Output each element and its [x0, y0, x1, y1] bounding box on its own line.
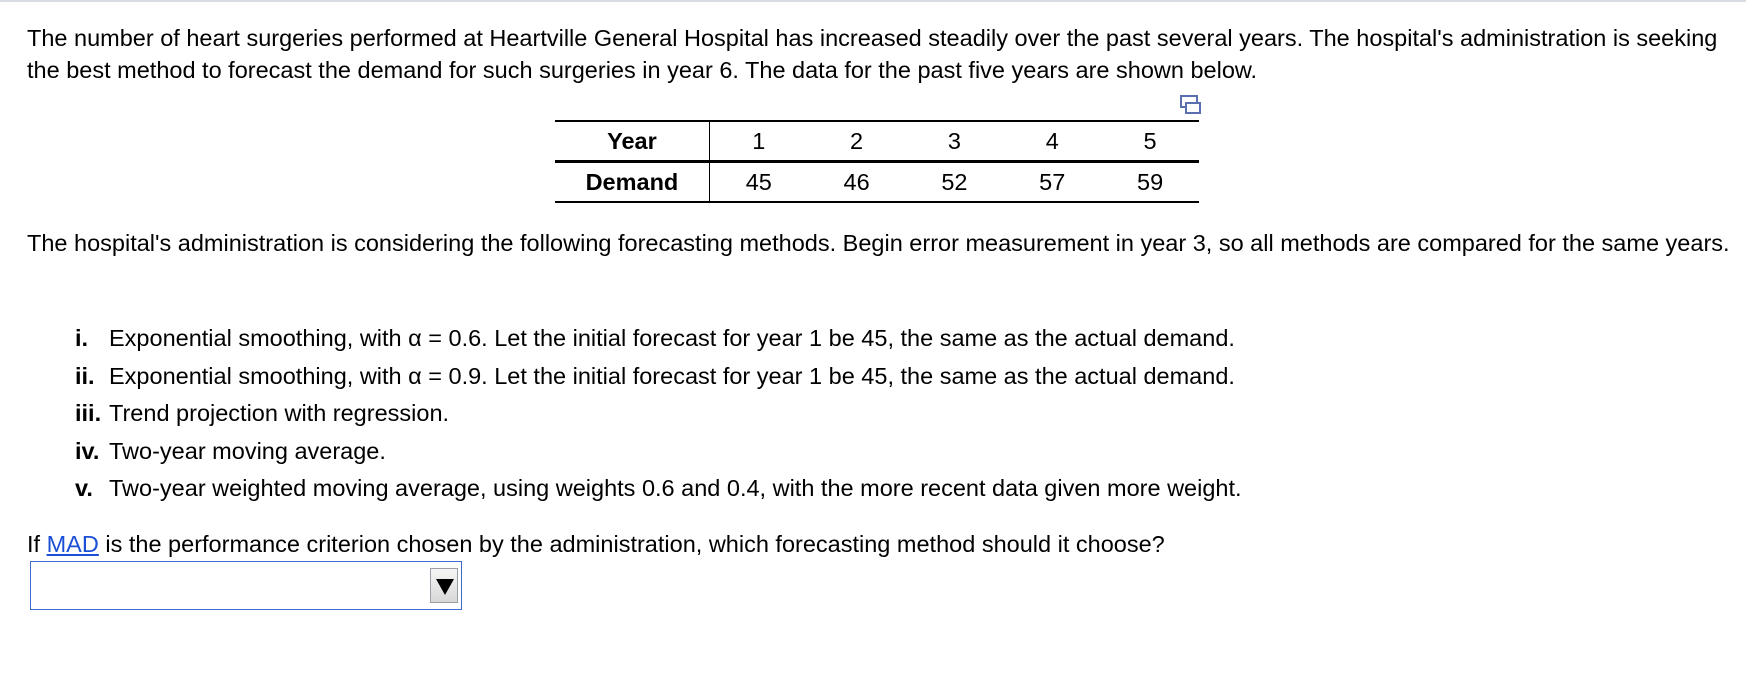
demand-cell: 59 [1101, 162, 1199, 203]
method-item [75, 470, 1242, 508]
demand-table [555, 120, 1199, 203]
year-cell: 1 [709, 121, 807, 162]
method-text: Exponential smoothing, with α = 0.6. Let the initial forecast for year 1 be 45, the same as the actual demand. [109, 325, 1235, 351]
method-number: v. [75, 475, 93, 501]
method-item [75, 320, 1242, 358]
demand-cell: 57 [1003, 162, 1101, 203]
year-cell: 5 [1101, 121, 1199, 162]
year-header: Year [555, 121, 709, 162]
demand-row [555, 162, 1199, 203]
method-item [75, 433, 1242, 471]
method-text: Two-year weighted moving average, using weights 0.6 and 0.4, with the more recent data given more weight. [109, 475, 1242, 501]
year-row [555, 121, 1199, 162]
demand-cell: 45 [709, 162, 807, 203]
triangle-down-icon [436, 579, 454, 595]
method-number: ii. [75, 362, 95, 389]
top-divider [0, 0, 1746, 2]
method-answer-dropdown[interactable] [30, 561, 462, 610]
problem-intro: The number of heart surgeries performed at Heartville General Hospital has increased steadily over the past several years. The hospital's administration is seeking the best method to forecast the demand for such surgeries in year 6. The data for the past five years are shown below. [27, 25, 1718, 83]
demand-cell: 46 [808, 162, 906, 203]
year-cell: 4 [1003, 121, 1101, 162]
demand-cell: 52 [906, 162, 1004, 203]
question-prefix: If [27, 531, 47, 557]
year-cell: 2 [808, 121, 906, 162]
question-suffix: is the performance criterion chosen by the administration, which forecasting method should it choose? [98, 531, 1165, 557]
demand-header: Demand [555, 162, 709, 203]
year-cell: 3 [906, 121, 1004, 162]
method-text: Two-year moving average. [109, 437, 386, 464]
method-number: i. [75, 325, 89, 351]
method-text: Exponential smoothing, with α = 0.9. Let the initial forecast for year 1 be 45, the same as the actual demand. [109, 362, 1235, 389]
method-number: iii. [75, 400, 102, 426]
question-text [27, 528, 1165, 560]
method-number: iv. [75, 437, 100, 464]
method-item [75, 358, 1242, 396]
method-item [75, 395, 1242, 433]
method-list [75, 320, 1242, 508]
method-text: Trend projection with regression. [109, 400, 450, 426]
mad-glossary-link[interactable]: MAD [46, 531, 99, 557]
methods-intro: The hospital's administration is considering the following forecasting methods. Begin error measurement in year 3, so all methods are compared for the same years. [27, 230, 1730, 256]
copy-table-icon[interactable] [1180, 95, 1202, 115]
dropdown-arrow-button[interactable] [430, 568, 458, 603]
